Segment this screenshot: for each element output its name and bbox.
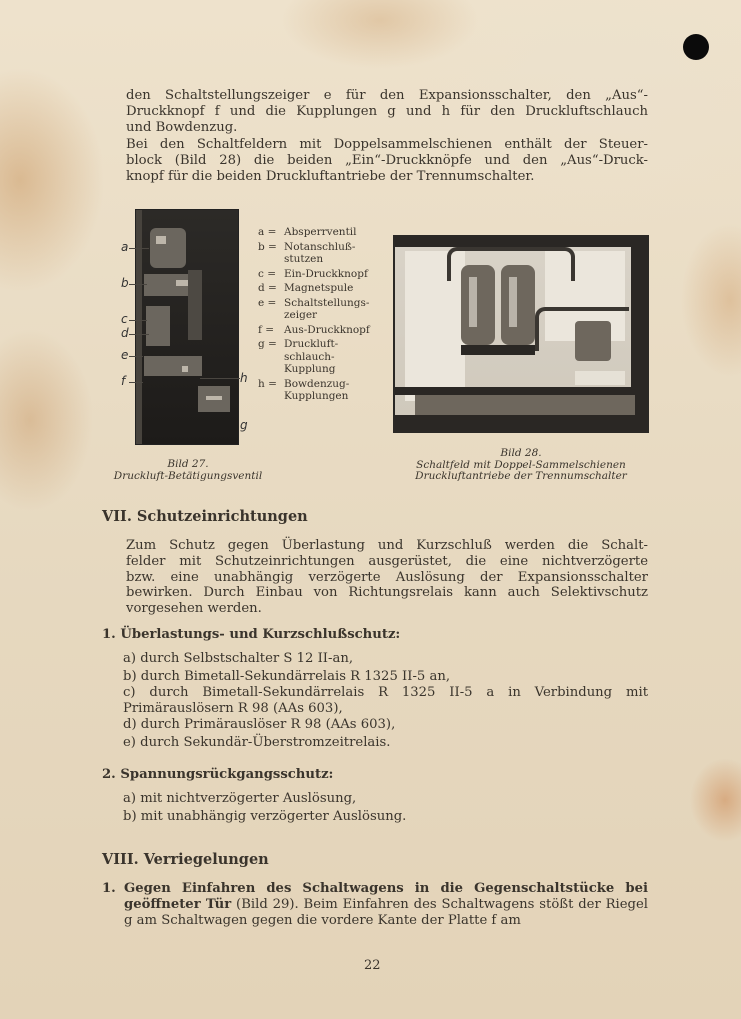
list-item: a) durch Selbstschalter S 12 II-an,	[123, 651, 354, 666]
figure-27-letter: c	[121, 312, 128, 326]
figure-27-letter: h	[240, 371, 248, 385]
caption-line: Bild 27.	[167, 458, 209, 470]
legend-key: a =	[258, 226, 277, 238]
legend-row	[258, 268, 383, 281]
legend-value: Aus-Druckknopf	[284, 323, 370, 336]
caption-line: Schaltfeld mit Doppel-Sammelschienen	[416, 458, 626, 471]
text-line: Bei den Schaltfeldern mit Doppelsammelschienen enthält der Steuer-	[126, 137, 648, 152]
caption-line: Bild 28.	[500, 447, 542, 459]
text-line: bewirken. Durch Einbau von Richtungsrelais kann auch Selektivschutz	[126, 585, 648, 601]
figure-28-caption	[393, 448, 649, 483]
legend-key: g =	[258, 338, 277, 350]
text-line: block (Bild 28) die beiden „Ein“-Druckknöpfe und den „Aus“-Druck-	[126, 152, 648, 168]
text-line: und Bowdenzug.	[126, 119, 238, 135]
list-item: e) durch Sekundär-Überstromzeitrelais.	[123, 734, 391, 750]
voltage-protection-list	[123, 790, 648, 825]
text-line: bzw. eine unabhängig verzögerte Auslösung der Expansionsschalter	[126, 569, 648, 585]
figure-27-letter: a	[121, 240, 129, 254]
figure-28-photo	[393, 235, 649, 433]
item-text: (Bild 29). Beim Einfahren des Schaltwagens stößt der Riegel g am Schaltwagen gegen die vordere Kante der Platte f am	[124, 897, 649, 928]
list-item-continuation: Primärauslösern R 98 (AAs 603),	[123, 700, 343, 716]
list-item: a) mit nichtverzögerter Auslösung,	[123, 791, 357, 806]
section-7-intro	[126, 538, 648, 617]
item-bold-text: Gegen Einfahren des Schaltwagens in die Gegenschaltstücke bei geöffneter Tür	[124, 881, 648, 912]
section-heading: VII. Schutzeinrichtungen	[102, 508, 308, 525]
list-item: b) durch Bimetall-Sekundärrelais R 1325 II-5 an,	[123, 668, 451, 684]
list-item: c) durch Bimetall-Sekundärrelais R 1325 II-5 a in Verbindung mit	[123, 685, 648, 700]
leader-line	[129, 248, 149, 249]
interlock-item	[102, 881, 648, 929]
figure-27-letter: g	[240, 418, 248, 432]
page-number: 22	[364, 958, 381, 973]
item-number: 1.	[102, 881, 116, 896]
figure-27-photo	[135, 209, 239, 445]
legend-row	[258, 241, 383, 266]
list-item: b) mit unabhängig verzögerter Auslösung.	[123, 808, 407, 824]
second-paragraph	[126, 137, 648, 184]
legend-value: Magnetspule	[284, 282, 354, 294]
section-heading: VIII. Verriegelungen	[102, 851, 269, 868]
leader-line	[129, 382, 143, 383]
leader-line	[129, 356, 143, 357]
legend-value: Schaltstellungs-zeiger	[284, 296, 370, 321]
legend-key: f =	[258, 323, 275, 336]
figure-27-letter: e	[121, 348, 129, 362]
legend-key: b =	[258, 240, 277, 253]
list-item: d) durch Primärauslöser R 98 (AAs 603),	[123, 717, 396, 732]
legend-row	[258, 338, 383, 376]
legend-key: d =	[258, 282, 277, 294]
figure-27-letter: b	[121, 276, 129, 290]
legend-value: Absperrventil	[284, 226, 357, 238]
legend-key: e =	[258, 296, 277, 309]
item-body	[124, 881, 648, 929]
subsection-title: 2. Spannungsrückgangsschutz:	[102, 767, 334, 782]
legend-row	[258, 324, 383, 337]
legend-value: Notanschluß-stutzen	[284, 240, 356, 265]
legend-row	[258, 282, 383, 295]
caption-line: Druckluftantriebe der Trennumschalter	[415, 470, 627, 482]
legend-value: Bowdenzug-Kupplungen	[284, 377, 350, 402]
subsection-title: 1. Überlastungs- und Kurzschlußschutz:	[102, 627, 401, 642]
top-paragraph	[126, 88, 648, 135]
text-line: knopf für die beiden Druckluftantriebe der Trennumschalter.	[126, 168, 535, 184]
figure-27-caption	[100, 459, 276, 482]
text-line: den Schaltstellungszeiger e für den Expansionsschalter, den „Aus“-	[126, 88, 648, 103]
legend-key: c =	[258, 267, 277, 280]
leader-line	[129, 320, 147, 321]
legend-row	[258, 378, 383, 403]
legend-row	[258, 226, 383, 239]
figure-legend	[258, 226, 383, 405]
text-line: vorgesehen werden.	[126, 601, 262, 617]
legend-row	[258, 297, 383, 322]
protection-list	[123, 650, 648, 751]
figure-27-letter: d	[121, 326, 129, 340]
text-line: felder mit Schutzeinrichtungen ausgerüstet, die eine nichtverzögerte	[126, 553, 648, 569]
text-line: Druckknopf f und die Kupplungen g und h für den Druckluftschlauch	[126, 103, 648, 119]
text-line: Zum Schutz gegen Überlastung und Kurzschluß werden die Schalt-	[126, 538, 648, 553]
leader-line	[200, 378, 240, 379]
punch-hole	[683, 34, 709, 60]
legend-value: Druckluft-schlauch-Kupplung	[284, 338, 339, 375]
leader-line	[129, 284, 147, 285]
legend-value: Ein-Druckknopf	[284, 267, 368, 280]
leader-line	[129, 334, 149, 335]
caption-line: Druckluft-Betätigungsventil	[113, 469, 263, 482]
legend-key: h =	[258, 377, 277, 390]
figure-27-letter: f	[121, 374, 126, 388]
